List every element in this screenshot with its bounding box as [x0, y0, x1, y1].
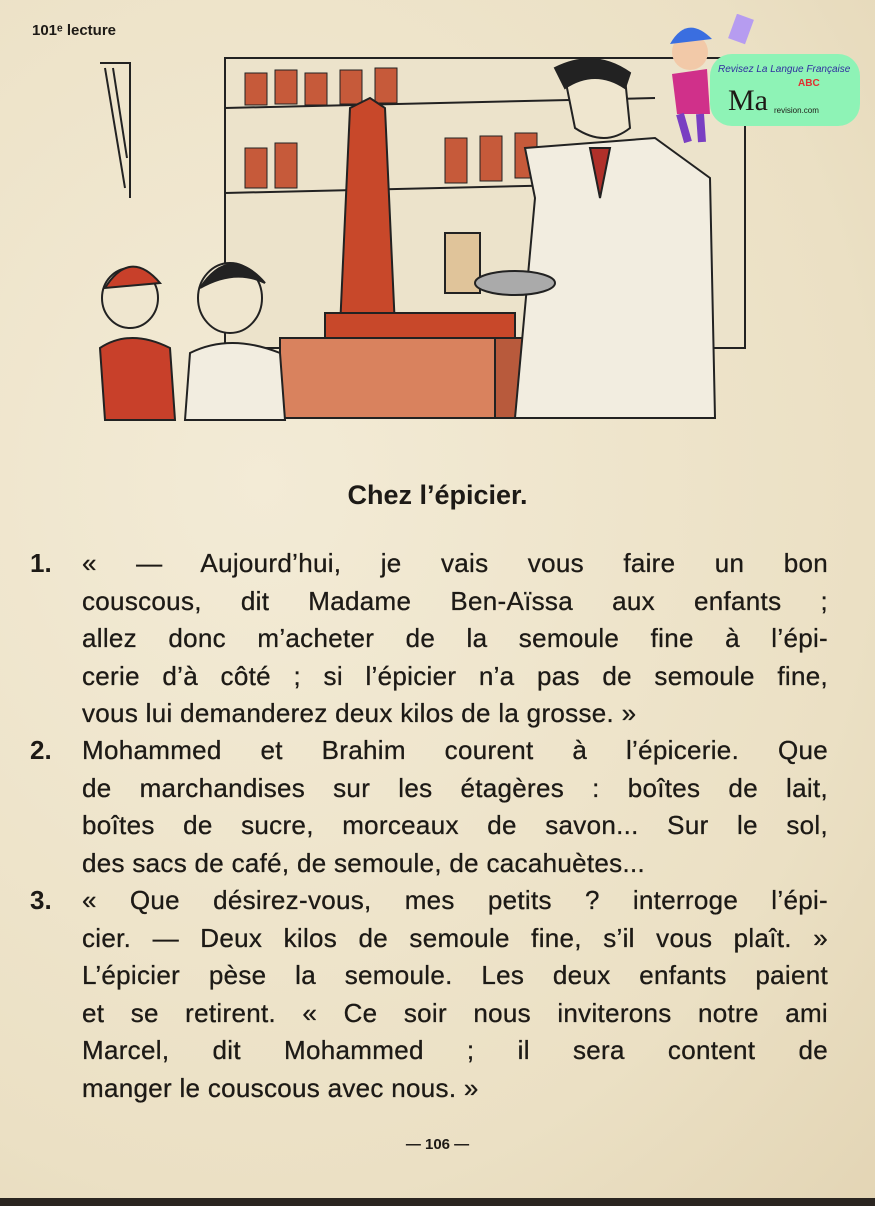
- lesson-title: Chez l’épicier.: [347, 480, 528, 510]
- paragraph-number: 2.: [30, 735, 52, 765]
- text-line: « Que désirez-vous, mes petits ? interroge l’épi-: [82, 885, 828, 915]
- page-edge: [0, 1198, 875, 1206]
- lesson-number: 101ᵉ lecture: [32, 22, 117, 39]
- paragraph-number: 3.: [30, 885, 52, 915]
- logo-site: revision.com: [774, 106, 819, 115]
- text-line: manger le couscous avec nous. »: [82, 1072, 479, 1103]
- text-line: « — Aujourd’hui, je vais vous faire un bon: [82, 548, 828, 578]
- text-line: Marcel, dit Mohammed ; il sera content de: [82, 1035, 828, 1065]
- text-line: L’épicier pèse la semoule. Les deux enfants paient: [82, 960, 828, 990]
- text-line: allez donc m’acheter de la semoule fine à l’épi-: [82, 623, 828, 653]
- text-line: de marchandises sur les étagères : boîtes de lait,: [82, 772, 828, 803]
- text-line: Mohammed et Brahim courent à l’épicerie. Que: [82, 735, 828, 765]
- watermark-logo: [652, 14, 862, 144]
- text-line: boîtes de sucre, morceaux de savon... Sur le sol,: [82, 810, 828, 840]
- paragraph-number: 1.: [30, 548, 52, 578]
- text-line: cier. — Deux kilos de semoule fine, s’il vous plaît. »: [82, 922, 828, 953]
- text-line: couscous, dit Madame Ben-Aïssa aux enfants ;: [82, 585, 828, 616]
- logo-tagline: Revisez La Langue Française: [718, 64, 851, 75]
- logo-abc: ABC: [798, 78, 820, 89]
- text-line: des sacs de café, de semoule, de cacahuètes...: [82, 847, 646, 878]
- page-number: — 106 —: [405, 1136, 470, 1153]
- text-line: vous lui demanderez deux kilos de la grosse. »: [82, 698, 637, 728]
- text-line: cerie d’à côté ; si l’épicier n’a pas de semoule fine,: [82, 660, 828, 691]
- student-mascot-icon: [652, 14, 862, 144]
- logo-ma: Ma: [728, 84, 768, 117]
- text-line: et se retirent. « Ce soir nous inviterons notre ami: [82, 997, 828, 1028]
